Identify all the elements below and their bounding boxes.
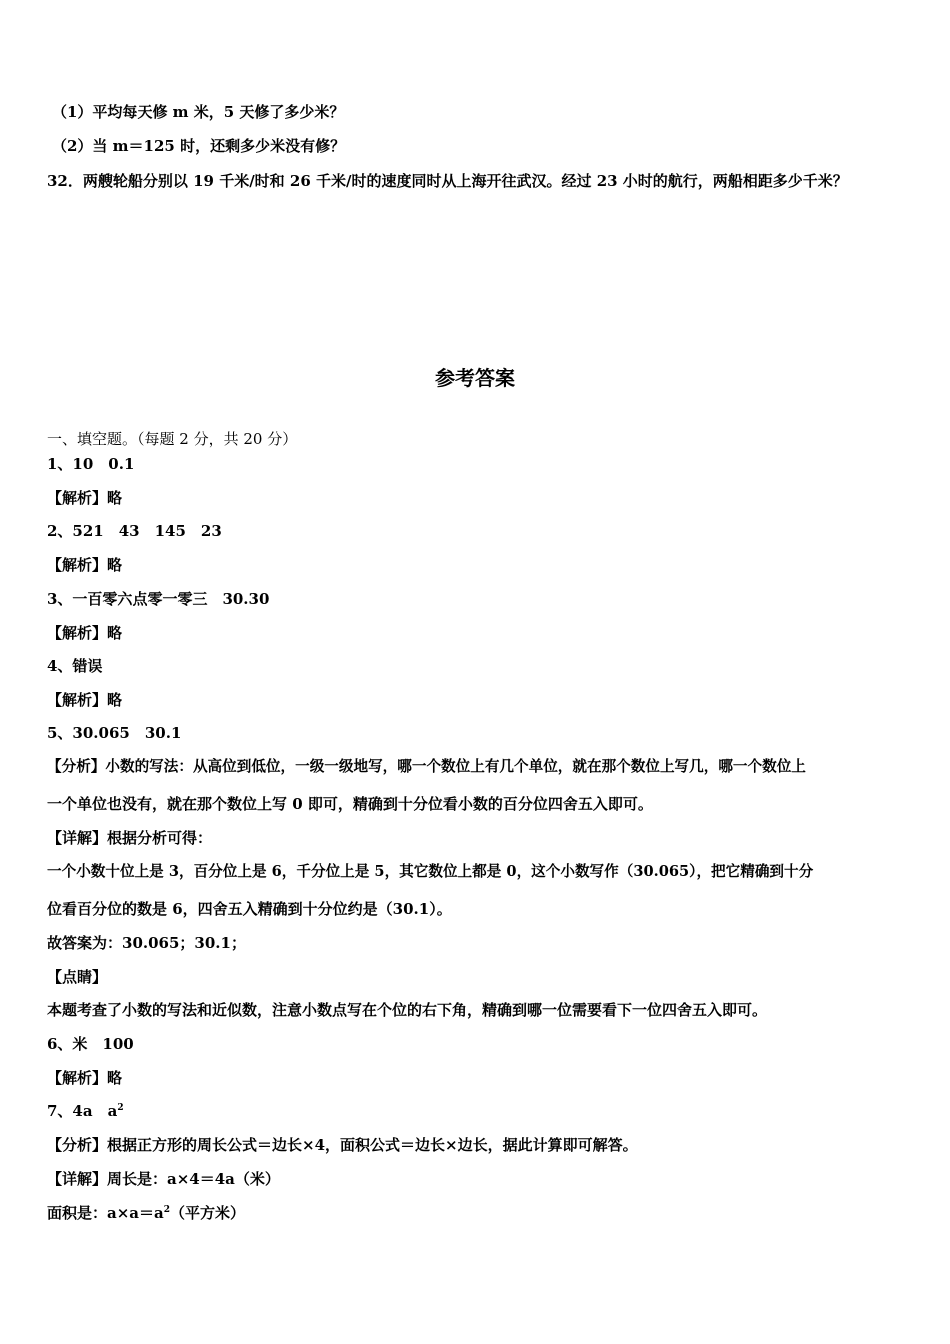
answer-7-area-suffix: （平方米） (170, 1204, 246, 1222)
answer-5-analysis-line-2: 一个单位也没有，就在那个数位上写 0 即可，精确到十分位看小数的百分位四舍五入即可。 (47, 795, 653, 813)
answer-5-detail-line-2: 位看百分位的数是 6，四舍五入精确到十分位约是（30.1）。 (47, 900, 452, 918)
answer-7-area-prefix: 面积是：a×a＝a (47, 1204, 164, 1222)
answer-6-analysis: 【解析】略 (47, 1069, 123, 1087)
answer-5-conclusion: 故答案为：30.065；30.1； (47, 934, 246, 952)
answer-5-analysis-line-1: 【分析】小数的写法：从高位到低位，一级一级地写，哪一个数位上有几个单位，就在那个数位上写几，哪一个数位上 (47, 758, 806, 775)
answer-5: 5、30.065 30.1 (47, 724, 182, 742)
answer-4: 4、错误 (47, 657, 103, 675)
answer-1-analysis: 【解析】略 (47, 489, 123, 507)
answer-7-analysis: 【分析】根据正方形的周长公式＝边长×4，面积公式＝边长×边长，据此计算即可解答。 (47, 1136, 638, 1154)
question-32: 32．两艘轮船分别以 19 千米/时和 26 千米/时的速度同时从上海开往武汉。经过 23 小时的航行，两船相距多少千米？ (47, 172, 848, 190)
answer-7 (47, 1101, 124, 1121)
answer-5-comment-label: 【点睛】 (47, 968, 108, 986)
answer-7-area (47, 1203, 245, 1223)
answer-1: 1、10 0.1 (47, 455, 135, 473)
answer-4-analysis: 【解析】略 (47, 691, 123, 709)
answer-6: 6、米 100 (47, 1035, 134, 1053)
question-31-part-1: （1）平均每天修 m 米，5 天修了多少米？ (52, 103, 345, 121)
answer-7-exponent: 2 (117, 1103, 124, 1113)
answer-5-comment: 本题考查了小数的写法和近似数，注意小数点写在个位的右下角，精确到哪一位需要看下一位四舍五入即可。 (47, 1001, 768, 1019)
answer-3: 3、一百零六点零一零三 30.30 (47, 590, 270, 608)
answer-7-detail: 【详解】周长是：a×4＝4a（米） (47, 1170, 280, 1188)
answer-7-text: 7、4a a (47, 1102, 118, 1120)
question-31-part-2: （2）当 m＝125 时，还剩多少米没有修？ (52, 137, 346, 155)
answer-2-analysis: 【解析】略 (47, 556, 123, 574)
section-header: 一、填空题。（每题 2 分，共 20 分） (47, 430, 298, 448)
answer-2: 2、521 43 145 23 (47, 522, 222, 540)
answer-5-detail-line-1: 一个小数十位上是 3，百分位上是 6，千分位上是 5，其它数位上都是 0，这个小数写作（30.065），把它精确到十分 (47, 863, 814, 880)
answer-key-title: 参考答案 (435, 366, 515, 390)
answer-3-analysis: 【解析】略 (47, 624, 123, 642)
answer-7-area-exponent: 2 (163, 1205, 170, 1215)
answer-5-detail-label: 【详解】根据分析可得： (47, 829, 213, 847)
